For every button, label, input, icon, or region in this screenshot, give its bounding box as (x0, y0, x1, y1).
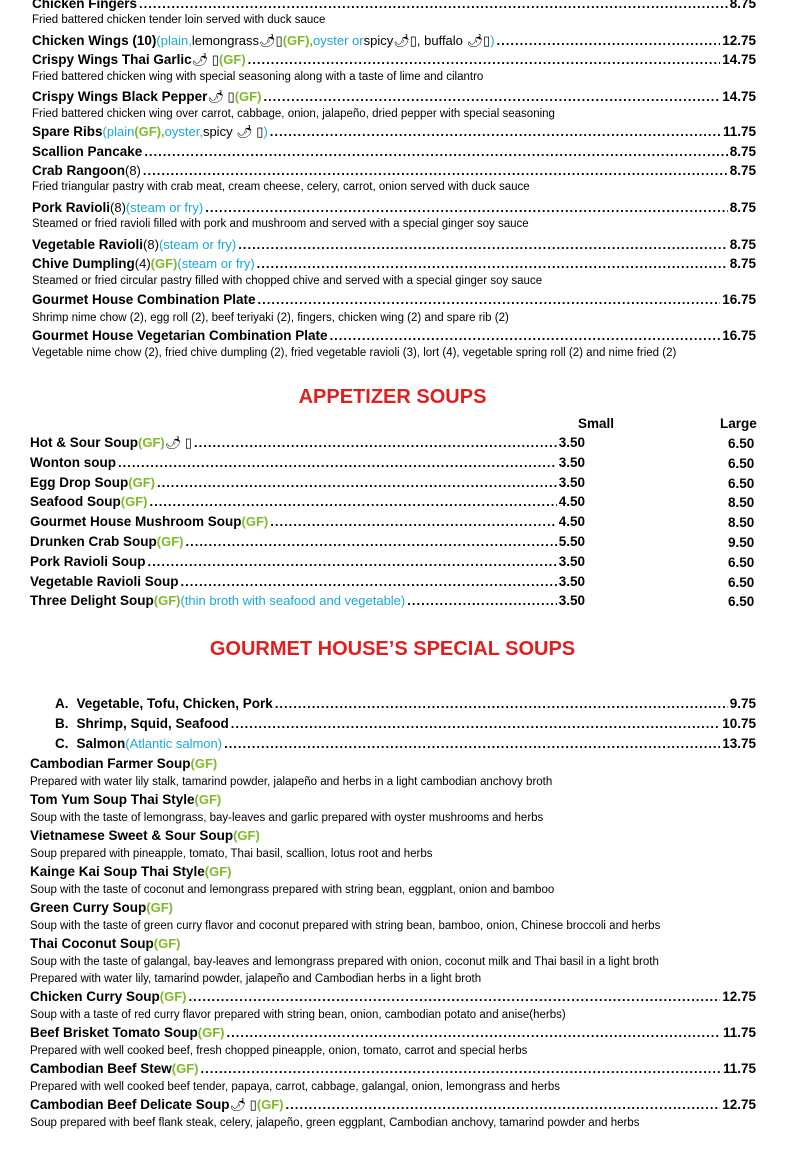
item-note: oyster, (164, 124, 203, 139)
dot-leader (275, 696, 728, 711)
item-note: (8) (143, 237, 159, 252)
item-name: Vietnamese Sweet & Sour Soup (30, 828, 234, 843)
option-letter: B. (55, 716, 69, 731)
item-name: Chicken Curry Soup (30, 988, 160, 1004)
special-soup-row (30, 1097, 756, 1117)
item-name: Vegetable Ravioli (32, 237, 144, 252)
item-price: 3.50 (558, 573, 585, 589)
item-name: Gourmet House Vegetarian Combination Plate (32, 328, 328, 343)
item-price: 14.75 (722, 89, 756, 104)
item-name: Shrimp, Squid, Seafood (76, 716, 229, 731)
dot-leader (201, 1061, 721, 1076)
item-note: (GF) (153, 593, 181, 609)
soup-large-price: 6.50 (728, 475, 755, 491)
item-description: Fried battered chicken wing with special seasoning along with a taste of lime and cilantro (32, 71, 484, 83)
item-name: Gourmet House Mushroom Soup (30, 514, 242, 530)
item-note: (thin broth with seafood and vegetable) (180, 593, 406, 609)
item-description: Fried battered chicken tender loin served with duck sauce (32, 14, 326, 26)
dot-leader (185, 534, 556, 549)
item-note: (steam or fry) (177, 256, 255, 271)
item-price: 8.75 (729, 237, 756, 252)
soup-large-price: 6.50 (728, 554, 755, 570)
appetizer-row (32, 144, 756, 164)
item-name: Three Delight Soup (30, 593, 154, 609)
item-description: Soup with the taste of lemongrass, bay-leaves and garlic prepared with oyster mushrooms and herbs (30, 812, 544, 824)
dot-leader (148, 554, 557, 569)
special-soup-row (30, 792, 756, 812)
soup-large-price: 8.50 (728, 495, 755, 511)
item-note: 🌶 ▯ (207, 89, 235, 104)
dot-leader (143, 163, 728, 178)
soup-row (30, 494, 585, 514)
special-soup-row (30, 828, 756, 848)
appetizer-row (32, 33, 756, 53)
item-price: 5.50 (558, 534, 585, 549)
soup-large-price: 8.50 (728, 515, 755, 531)
item-description: Prepared with well cooked beef tender, papaya, carrot, cabbage, galangal, onion, lemongrass and herbs (30, 1080, 560, 1093)
special-soups-heading: GOURMET HOUSE’S SPECIAL SOUPS (209, 638, 576, 660)
soup-large-price: 6.50 (728, 436, 755, 451)
item-note: (Atlantic salmon) (125, 736, 223, 751)
item-description: Fried triangular pastry with crab meat, cream cheese, celery, carrot, onion served with duck sauce (32, 181, 530, 193)
item-name: Chicken Fingers (32, 0, 138, 11)
dot-leader (149, 494, 556, 509)
item-note: (GF) (120, 494, 148, 510)
dot-leader (286, 1097, 721, 1112)
item-note: (GF) (146, 900, 173, 915)
item-description: Soup prepared with pineapple, tomato, Thai basil, scallion, lotus root and herbs (30, 848, 433, 860)
special-soup-row (30, 936, 756, 956)
item-note: (GF) (218, 52, 246, 67)
option-row (55, 696, 756, 716)
soup-large-price: 9.50 (728, 535, 755, 550)
appetizer-row (32, 52, 756, 72)
appetizer-row (32, 292, 756, 312)
item-note: (GF) (138, 435, 165, 450)
item-name: Cambodian Beef Delicate Soup (30, 1096, 230, 1112)
item-price: 14.75 (722, 52, 756, 67)
item-note: (8) (110, 200, 126, 215)
appetizer-row (32, 89, 756, 109)
soup-large-price: 6.50 (728, 594, 755, 610)
special-soup-row (30, 1061, 756, 1081)
item-name: Pork Ravioli Soup (30, 553, 146, 569)
item-note: (GF) (153, 936, 181, 951)
item-description: Steamed or fried ravioli filled with pork and mushroom and served with a special ginger soy sauce (32, 218, 529, 230)
soup-row (30, 593, 585, 613)
item-name: Crispy Wings Thai Garlic (32, 52, 192, 67)
special-soup-row (30, 864, 756, 884)
soup-row (30, 455, 585, 475)
item-name: Hot & Sour Soup (30, 435, 138, 450)
item-description: Soup with the taste of green curry flavor and coconut prepared with string bean, bamboo, onion, Chinese broccoli and herbs (30, 920, 661, 932)
dot-leader (157, 475, 557, 490)
dot-leader (231, 716, 720, 731)
item-note: (GF) (234, 89, 262, 104)
item-name: Crispy Wings Black Pepper (32, 89, 208, 104)
dot-leader (270, 124, 721, 139)
item-note: 🌶 ▯ (164, 435, 192, 450)
item-price: 16.75 (722, 292, 756, 307)
item-name: Spare Ribs (32, 124, 103, 139)
item-note: (8) (125, 163, 141, 178)
item-note: (GF) (128, 474, 155, 490)
item-note: (GF) (150, 256, 178, 271)
item-name: Wonton soup (30, 454, 116, 470)
item-price: 3.50 (558, 435, 585, 450)
appetizer-row (32, 328, 756, 348)
dot-leader (139, 0, 728, 11)
item-name: Tom Yum Soup Thai Style (30, 792, 195, 807)
item-description: Prepared with well cooked beef, fresh chopped pineapple, onion, tomato, carrot and special herbs (30, 1044, 528, 1057)
item-name: Salmon (76, 736, 126, 751)
option-letter: C. (55, 736, 69, 751)
appetizer-row (32, 256, 756, 276)
item-note: spicy🌶▯, buffalo 🌶▯ (363, 33, 491, 48)
dot-leader (194, 435, 557, 450)
item-note: spicy 🌶 ▯ (202, 124, 264, 139)
item-price: 4.50 (558, 494, 585, 510)
option-row (55, 716, 756, 736)
special-soup-row (30, 989, 756, 1009)
soup-row (30, 554, 585, 574)
item-note: (GF) (241, 514, 269, 530)
item-note: (GF), (282, 33, 314, 48)
item-note: (plain, (156, 33, 192, 48)
item-note: (GF) (194, 792, 222, 807)
item-note: (4) (134, 256, 151, 271)
item-price: 13.75 (722, 736, 756, 751)
item-description: Prepared with water lily stalk, tamarind powder, jalapeño and herbs in a light cambodian anchovy broth (30, 776, 553, 788)
item-note: ) (490, 33, 495, 48)
item-note: (steam or fry) (158, 237, 237, 252)
dot-leader (189, 989, 721, 1004)
dot-leader (118, 455, 557, 470)
item-note: (GF) (233, 828, 260, 843)
item-price: 12.75 (722, 33, 756, 48)
item-price: 3.50 (558, 454, 585, 470)
item-price: 8.75 (729, 256, 756, 271)
soup-row (30, 475, 585, 495)
item-description: Soup prepared with beef flank steak, celery, jalapeño, green eggplant, Cambodian anchovy, tamarind powder and herbs (30, 1116, 640, 1129)
item-name: Kainge Kai Soup Thai Style (30, 864, 205, 879)
item-note: (GF) (171, 1060, 199, 1076)
special-soup-row (30, 1025, 756, 1045)
item-description: Vegetable nime chow (2), fried chive dumpling (2), fried vegetable ravioli (3), lort (4), vegetable spring roll (2) and nime fried (2) (32, 347, 677, 359)
special-soup-row (30, 756, 756, 776)
item-note: ) (263, 124, 268, 139)
soup-row (30, 435, 585, 455)
appetizer-row (32, 163, 756, 183)
dot-leader (238, 237, 727, 252)
item-price: 3.50 (558, 553, 585, 569)
item-price: 8.75 (729, 144, 756, 159)
dot-leader (181, 574, 557, 589)
item-name: Seafood Soup (30, 494, 121, 510)
item-note: (GF) (156, 534, 184, 549)
col-large: Large (720, 416, 757, 431)
item-name: Vegetable, Tofu, Chicken, Pork (76, 696, 273, 711)
item-name: Cambodian Beef Stew (30, 1060, 172, 1076)
item-price: 12.75 (722, 988, 756, 1004)
item-note: 🌶 ▯ (229, 1096, 257, 1112)
dot-leader (407, 593, 556, 608)
soup-row (30, 514, 585, 534)
item-description: Fried battered chicken wing over carrot, cabbage, onion, jalapeño, dried pepper with special seasoning (32, 108, 555, 120)
dot-leader (270, 514, 556, 529)
item-price: 11.75 (722, 1060, 756, 1076)
dot-leader (258, 292, 721, 307)
dot-leader (497, 33, 721, 48)
item-price: 16.75 (722, 328, 756, 343)
item-note: (GF) (204, 864, 232, 879)
item-note: (GF) (197, 1024, 225, 1040)
dot-leader (144, 144, 727, 159)
dot-leader (330, 328, 721, 343)
item-price: 12.75 (722, 1096, 756, 1112)
special-soup-row (30, 900, 756, 920)
soup-large-price: 6.50 (728, 455, 755, 471)
dot-leader (224, 736, 720, 751)
item-price: 3.50 (558, 593, 585, 609)
item-description: Soup with the taste of coconut and lemongrass prepared with string bean, eggplant, onion and bamboo (30, 884, 555, 896)
dot-leader (248, 52, 721, 67)
item-price: 9.75 (729, 696, 756, 711)
item-price: 3.50 (558, 474, 585, 490)
item-description: Shrimp nime chow (2), egg roll (2), beef teriyaki (2), fingers, chicken wing (2) and spare rib (2) (32, 312, 509, 324)
item-name: Egg Drop Soup (30, 474, 129, 490)
soup-large-price: 6.50 (728, 574, 755, 590)
item-description: Prepared with water lily, tamarind powder, jalapeño and Cambodian herbs in a light broth (30, 972, 482, 985)
item-note: 🌶 ▯ (191, 52, 219, 67)
item-note: lemongrass (191, 33, 260, 48)
item-price: 8.75 (729, 200, 756, 215)
item-note: (GF) (159, 988, 187, 1004)
dot-leader (263, 89, 720, 104)
item-name: Chicken Wings (10) (32, 33, 157, 48)
item-price: 11.75 (722, 124, 756, 139)
dot-leader (205, 200, 728, 215)
item-name: Green Curry Soup (30, 900, 147, 915)
item-name: Cambodian Farmer Soup (30, 756, 191, 771)
item-name: Thai Coconut Soup (30, 936, 154, 951)
item-note: (plain (102, 124, 135, 139)
appetizer-row (32, 200, 756, 220)
col-small: Small (578, 416, 615, 431)
item-price: 11.75 (722, 1024, 756, 1040)
soup-row (30, 574, 585, 594)
item-name: Chive Dumpling (32, 256, 135, 271)
item-name: Drunken Crab Soup (30, 534, 157, 549)
item-note: (steam or fry) (125, 200, 204, 215)
item-note: (GF) (256, 1096, 284, 1112)
option-row (55, 736, 756, 756)
appetizer-row (32, 237, 756, 257)
item-note: oyster or (313, 33, 364, 48)
item-description: Soup with the taste of galangal, bay-leaves and lemongrass prepared with onion, coconut milk and Thai basil in a light broth (30, 956, 659, 968)
dot-leader (227, 1025, 721, 1040)
item-name: Gourmet House Combination Plate (32, 292, 256, 307)
item-name: Vegetable Ravioli Soup (30, 573, 179, 589)
item-note: 🌶▯ (259, 33, 283, 48)
item-description: Steamed or fried circular pastry filled with chopped chive and served with a special ginger soy sauce (32, 275, 543, 287)
item-name: Scallion Pancake (32, 144, 143, 159)
item-note: (GF), (134, 124, 165, 139)
soup-row (30, 534, 585, 554)
appetizer-row (32, 124, 756, 144)
dot-leader (257, 256, 728, 271)
item-name: Beef Brisket Tomato Soup (30, 1024, 198, 1040)
item-price: 10.75 (722, 716, 756, 731)
item-description: Soup with a taste of red curry flavor prepared with string bean, onion, cambodian potato and anise(herbs) (30, 1008, 566, 1021)
item-price: 4.50 (558, 514, 585, 530)
item-name: Pork Ravioli (32, 200, 111, 215)
appetizer-soups-heading: APPETIZER SOUPS (298, 386, 487, 408)
option-letter: A. (55, 696, 69, 711)
item-note: (GF) (190, 756, 218, 771)
item-price: 8.75 (729, 163, 756, 178)
item-name: Crab Rangoon (32, 163, 125, 178)
item-price: 8.75 (729, 0, 756, 11)
